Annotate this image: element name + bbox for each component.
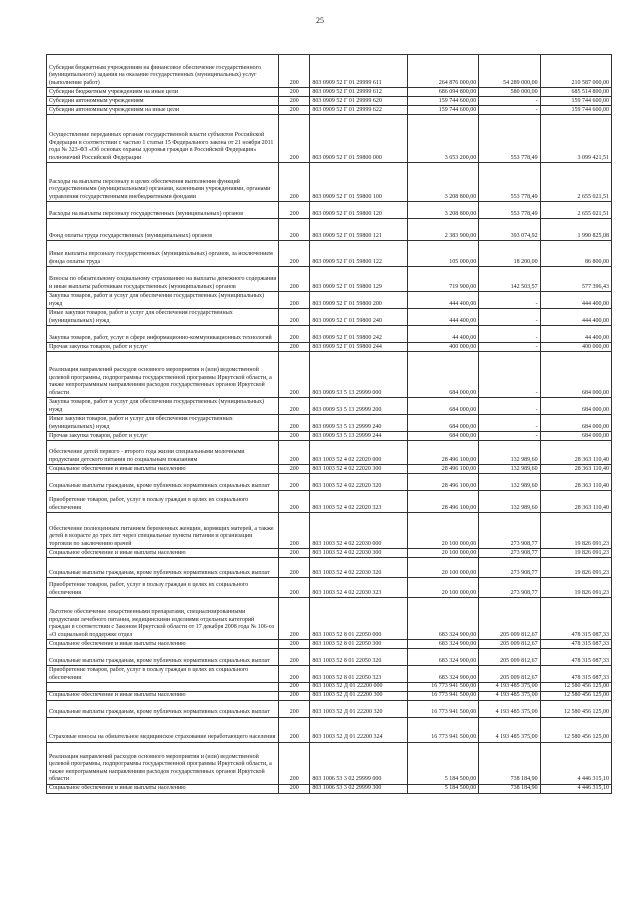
row-remaining-cell: 44 400,00 [540, 326, 611, 343]
row-code-cell: 200 [279, 784, 310, 793]
row-executed-cell: 580 000,00 [479, 88, 540, 97]
row-name-cell: Льготное обеспечение лекарственными препаратами, специализированными продуктами лечебного питания, медицинскими изделиями отдельных категорий граждан в соответствии с Законом Иркутской области от 17 декабря 2008 года № 106-оз «О социальной поддержке отдел [47, 598, 279, 640]
row-name-cell: Социальное обеспечение и иные выплаты населению [47, 640, 279, 649]
row-code-cell: 200 [279, 513, 310, 549]
row-kbk-cell: 803 0909 52 Г 01 59800 120 [310, 202, 408, 219]
row-remaining-cell: 210 587 000,00 [540, 55, 611, 88]
row-code-cell: 200 [279, 241, 310, 267]
row-kbk-cell: 803 1003 52 4 02 22020 323 [310, 491, 408, 513]
row-name-cell: Закупка товаров, работ и услуг для обеспечения государственных (муниципальных) нужд [47, 398, 279, 415]
table-row [47, 513, 612, 549]
row-remaining-cell: 12 580 456 125,00 [540, 691, 611, 700]
table-row [47, 415, 612, 432]
row-assigned-cell: 683 324 900,00 [407, 666, 478, 683]
row-kbk-cell: 803 1003 52 Д 01 22200 000 [310, 683, 408, 692]
row-assigned-cell: 2 383 900,00 [407, 219, 478, 241]
row-kbk-cell: 803 0909 52 Г 01 59800 000 [310, 115, 408, 163]
row-assigned-cell: 3 653 200,00 [407, 115, 478, 163]
row-executed-cell: 4 193 485 375,00 [479, 717, 540, 742]
row-kbk-cell: 803 1003 52 4 02 22030 000 [310, 513, 408, 549]
row-remaining-cell: 4 446 315,10 [540, 784, 611, 793]
row-executed-cell: 273 908,77 [479, 549, 540, 558]
row-code-cell: 200 [279, 717, 310, 742]
row-code-cell: 200 [279, 666, 310, 683]
row-remaining-cell: 685 514 800,00 [540, 88, 611, 97]
row-executed-cell: - [479, 309, 540, 326]
table-row [47, 219, 612, 241]
row-assigned-cell: 20 100 000,00 [407, 549, 478, 558]
row-code-cell: 200 [279, 549, 310, 558]
row-executed-cell: 132 989,60 [479, 441, 540, 465]
row-kbk-cell: 803 0909 52 Г 01 29999 612 [310, 88, 408, 97]
row-executed-cell: - [479, 343, 540, 352]
table-row [47, 115, 612, 163]
row-executed-cell: 205 009 812,67 [479, 666, 540, 683]
table-row [47, 267, 612, 292]
table-row [47, 742, 612, 784]
row-executed-cell: 18 200,00 [479, 241, 540, 267]
row-code-cell: 200 [279, 640, 310, 649]
row-assigned-cell: 683 324 900,00 [407, 649, 478, 666]
row-executed-cell: - [479, 352, 540, 398]
row-assigned-cell: 686 094 800,00 [407, 88, 478, 97]
row-assigned-cell: 44 400,00 [407, 326, 478, 343]
row-code-cell: 200 [279, 491, 310, 513]
row-executed-cell: 738 184,90 [479, 742, 540, 784]
row-code-cell: 200 [279, 398, 310, 415]
row-assigned-cell: 684 000,00 [407, 415, 478, 432]
row-kbk-cell: 803 0909 52 Г 01 59800 244 [310, 343, 408, 352]
row-remaining-cell: 28 363 110,40 [540, 465, 611, 474]
row-code-cell: 200 [279, 88, 310, 97]
row-code-cell: 200 [279, 309, 310, 326]
row-name-cell: Прочая закупка товаров, работ и услуг [47, 432, 279, 441]
row-code-cell: 200 [279, 115, 310, 163]
row-name-cell: Закупка товаров, работ и услуг для обеспечения государственных (муниципальных) нужд [47, 292, 279, 309]
row-remaining-cell: 2 655 021,51 [540, 202, 611, 219]
row-assigned-cell: 28 496 100,00 [407, 465, 478, 474]
table-row [47, 343, 612, 352]
row-kbk-cell: 803 1003 52 8 01 22050 320 [310, 649, 408, 666]
row-name-cell: Социальное обеспечение и иные выплаты населению [47, 691, 279, 700]
row-code-cell: 200 [279, 163, 310, 202]
row-executed-cell: 4 193 485 375,00 [479, 700, 540, 717]
row-remaining-cell: 159 744 600,00 [540, 106, 611, 115]
row-name-cell: Социальное обеспечение и иные выплаты населению [47, 549, 279, 558]
row-executed-cell: 553 778,49 [479, 202, 540, 219]
row-kbk-cell: 803 0909 53 5 13 29999 000 [310, 352, 408, 398]
row-executed-cell: 553 778,49 [479, 115, 540, 163]
table-row [47, 649, 612, 666]
table-row [47, 700, 612, 717]
row-kbk-cell: 803 0909 52 Г 01 59800 242 [310, 326, 408, 343]
row-name-cell: Расходы на выплаты персоналу в целях обеспечения выполнения функций государственными (муниципальными) органами, казенными учреждениями, органами управления государственными внебюджетными фондами [47, 163, 279, 202]
row-name-cell: Закупка товаров, работ, услуг в сфере информационно-коммуникационных технологий [47, 326, 279, 343]
row-remaining-cell: 28 363 110,40 [540, 491, 611, 513]
row-remaining-cell: 400 000,00 [540, 343, 611, 352]
table-row [47, 432, 612, 441]
row-remaining-cell: 684 000,00 [540, 398, 611, 415]
table-row [47, 326, 612, 343]
table-row [47, 398, 612, 415]
row-assigned-cell: 264 876 000,00 [407, 55, 478, 88]
row-remaining-cell: 478 315 087,33 [540, 649, 611, 666]
row-remaining-cell: 4 446 315,10 [540, 742, 611, 784]
page-number: 25 [316, 16, 324, 25]
row-assigned-cell: 159 744 600,00 [407, 106, 478, 115]
row-code-cell: 200 [279, 219, 310, 241]
row-remaining-cell: 159 744 600,00 [540, 97, 611, 106]
row-name-cell: Субсидии автономным учреждениям на иные цели [47, 106, 279, 115]
row-kbk-cell: 803 1003 52 Д 01 22200 320 [310, 700, 408, 717]
row-name-cell: Социальные выплаты гражданам, кроме публичных нормативных социальных выплат [47, 700, 279, 717]
table-row [47, 441, 612, 465]
row-assigned-cell: 5 184 500,00 [407, 784, 478, 793]
row-name-cell: Приобретение товаров, работ, услуг в пользу граждан в целях их социального обеспечения [47, 491, 279, 513]
row-code-cell: 200 [279, 352, 310, 398]
row-executed-cell: 393 074,92 [479, 219, 540, 241]
row-kbk-cell: 803 0909 52 Г 01 59800 240 [310, 309, 408, 326]
row-kbk-cell: 803 1003 52 4 02 22030 300 [310, 549, 408, 558]
row-executed-cell: 4 193 485 375,00 [479, 691, 540, 700]
table-row [47, 309, 612, 326]
row-code-cell: 200 [279, 465, 310, 474]
row-name-cell: Реализация направлений расходов основного мероприятия и (или) ведомственной целевой программы, подпрограммы государственной программы Иркутской области, а также непрограммным направлениям расходов государственных органов Иркутской области [47, 352, 279, 398]
row-code-cell: 200 [279, 202, 310, 219]
row-code-cell: 200 [279, 558, 310, 578]
row-assigned-cell: 5 184 500,00 [407, 742, 478, 784]
table-row [47, 491, 612, 513]
row-kbk-cell: 803 0909 52 Г 01 59800 121 [310, 219, 408, 241]
row-remaining-cell: 86 800,00 [540, 241, 611, 267]
table-row [47, 474, 612, 491]
table-row [47, 106, 612, 115]
row-name-cell: Иные выплаты персоналу государственных (муниципальных) органов, за исключением фонда оплаты труда [47, 241, 279, 267]
row-executed-cell: - [479, 398, 540, 415]
table-row [47, 666, 612, 683]
row-remaining-cell: 19 826 091,23 [540, 549, 611, 558]
row-kbk-cell: 803 0909 53 5 13 29999 240 [310, 415, 408, 432]
row-executed-cell: 4 193 485 375,00 [479, 683, 540, 692]
row-code-cell: 200 [279, 267, 310, 292]
row-name-cell: Страховые взносы на обязательное медицинское страхование неработающего населения [47, 717, 279, 742]
row-code-cell: 200 [279, 432, 310, 441]
row-assigned-cell: 719 900,00 [407, 267, 478, 292]
row-kbk-cell: 803 1003 52 8 01 22050 300 [310, 640, 408, 649]
row-remaining-cell: 684 000,00 [540, 415, 611, 432]
row-assigned-cell: 683 324 900,00 [407, 598, 478, 640]
row-kbk-cell: 803 1003 52 4 02 22030 320 [310, 558, 408, 578]
row-code-cell: 200 [279, 700, 310, 717]
row-name-cell: Реализация направлений расходов основного мероприятия и (или) ведомственной целевой программы, подпрограммы государственной программы Иркутской области, а также непрограммным направлениям расходов государственных органов Иркутской области [47, 742, 279, 784]
row-assigned-cell: 3 208 800,00 [407, 163, 478, 202]
row-kbk-cell: 803 0909 53 5 13 29999 244 [310, 432, 408, 441]
row-kbk-cell: 803 0909 52 Г 01 29999 622 [310, 106, 408, 115]
row-remaining-cell: 1 990 825,08 [540, 219, 611, 241]
row-name-cell: Фонд оплаты труда государственных (муниципальных) органов [47, 219, 279, 241]
row-kbk-cell: 803 0909 52 Г 01 59800 129 [310, 267, 408, 292]
row-kbk-cell: 803 0909 52 Г 01 59800 122 [310, 241, 408, 267]
row-remaining-cell: 684 000,00 [540, 432, 611, 441]
row-name-cell: Социальное обеспечение и иные выплаты населению [47, 465, 279, 474]
row-executed-cell: 54 289 000,00 [479, 55, 540, 88]
table-row [47, 97, 612, 106]
row-assigned-cell: 16 773 941 500,00 [407, 683, 478, 692]
row-code-cell: 200 [279, 441, 310, 465]
table-row [47, 352, 612, 398]
row-assigned-cell: 20 100 000,00 [407, 558, 478, 578]
row-executed-cell: 205 009 812,67 [479, 598, 540, 640]
row-name-cell: Иные закупки товаров, работ и услуг для обеспечения государственных (муниципальных) нужд [47, 309, 279, 326]
row-code-cell: 200 [279, 97, 310, 106]
row-code-cell: 200 [279, 649, 310, 666]
row-assigned-cell: 16 773 941 500,00 [407, 691, 478, 700]
row-kbk-cell: 803 0909 52 Г 01 29999 611 [310, 55, 408, 88]
row-assigned-cell: 444 400,00 [407, 309, 478, 326]
row-assigned-cell: 684 000,00 [407, 398, 478, 415]
row-assigned-cell: 20 100 000,00 [407, 578, 478, 598]
row-executed-cell: - [479, 326, 540, 343]
table-row [47, 717, 612, 742]
row-assigned-cell: 444 400,00 [407, 292, 478, 309]
row-executed-cell: 142 503,57 [479, 267, 540, 292]
row-executed-cell: 553 778,49 [479, 163, 540, 202]
row-code-cell: 200 [279, 106, 310, 115]
row-kbk-cell: 803 0909 52 Г 01 59800 200 [310, 292, 408, 309]
row-name-cell: Социальные выплаты гражданам, кроме публичных нормативных социальных выплат [47, 649, 279, 666]
row-assigned-cell: 3 208 800,00 [407, 202, 478, 219]
row-name-cell: Субсидия бюджетным учреждениям на финансовое обеспечение государственного (муниципального) задания на оказание государственных (муниципальных) услуг (выполнение работ) [47, 55, 279, 88]
row-assigned-cell: 683 324 900,00 [407, 640, 478, 649]
row-remaining-cell: 12 580 456 125,00 [540, 700, 611, 717]
table-row [47, 558, 612, 578]
row-assigned-cell: 400 000,00 [407, 343, 478, 352]
row-assigned-cell: 28 496 100,00 [407, 491, 478, 513]
row-assigned-cell: 684 000,00 [407, 352, 478, 398]
table-row [47, 292, 612, 309]
row-assigned-cell: 16 773 941 500,00 [407, 717, 478, 742]
row-executed-cell: 205 009 812,67 [479, 640, 540, 649]
table-row [47, 55, 612, 88]
row-executed-cell: 132 989,60 [479, 491, 540, 513]
row-executed-cell: - [479, 97, 540, 106]
row-code-cell: 200 [279, 742, 310, 784]
row-code-cell: 200 [279, 343, 310, 352]
row-remaining-cell: 478 315 087,33 [540, 640, 611, 649]
row-kbk-cell: 803 0909 52 Г 01 59800 100 [310, 163, 408, 202]
row-remaining-cell: 444 400,00 [540, 309, 611, 326]
row-name-cell: Взносы по обязательному социальному страхованию на выплаты денежного содержания и иные выплаты работникам государственных (муниципальных) органов [47, 267, 279, 292]
table-row [47, 784, 612, 793]
budget-execution-table [46, 54, 612, 794]
row-name-cell: Приобретение товаров, работ, услуг в пользу граждан в целях их социального обеспечения [47, 578, 279, 598]
row-remaining-cell: 28 363 110,40 [540, 474, 611, 491]
table-row [47, 465, 612, 474]
row-executed-cell: - [479, 292, 540, 309]
row-name-cell: Обеспечение полноценным питанием беременных женщин, кормящих матерей, а также детей в возрасте до трех лет через специальные пункты питания и организации торговли по заключению врачей [47, 513, 279, 549]
table-row [47, 640, 612, 649]
row-executed-cell: 273 908,77 [479, 578, 540, 598]
row-name-cell: Социальные выплаты гражданам, кроме публичных нормативных социальных выплат [47, 558, 279, 578]
row-remaining-cell: 19 826 091,23 [540, 513, 611, 549]
row-executed-cell: 738 184,90 [479, 784, 540, 793]
row-remaining-cell: 3 099 421,51 [540, 115, 611, 163]
row-kbk-cell: 803 1003 52 4 02 22030 323 [310, 578, 408, 598]
row-kbk-cell: 803 1003 52 4 02 22020 300 [310, 465, 408, 474]
row-remaining-cell: 2 655 021,51 [540, 163, 611, 202]
table-row [47, 241, 612, 267]
row-name-cell: Расходы на выплаты персоналу государственных (муниципальных) органов [47, 202, 279, 219]
row-kbk-cell: 803 1006 53 3 02 29999 300 [310, 784, 408, 793]
row-kbk-cell: 803 0909 53 5 13 29999 200 [310, 398, 408, 415]
row-name-cell: Социальное обеспечение и иные выплаты населению [47, 784, 279, 793]
row-name-cell [47, 683, 279, 692]
table-row [47, 691, 612, 700]
row-executed-cell: - [479, 415, 540, 432]
row-assigned-cell: 28 496 100,00 [407, 441, 478, 465]
row-kbk-cell: 803 1006 53 3 02 29999 000 [310, 742, 408, 784]
row-executed-cell: - [479, 106, 540, 115]
row-kbk-cell: 803 1003 52 Д 01 22200 300 [310, 691, 408, 700]
table-body [47, 55, 612, 794]
row-name-cell: Приобретение товаров, работ, услуг в пользу граждан в целях их социального обеспечения [47, 666, 279, 683]
row-kbk-cell: 803 1003 52 Д 01 22200 324 [310, 717, 408, 742]
row-assigned-cell: 105 000,00 [407, 241, 478, 267]
row-remaining-cell: 12 580 456 125,00 [540, 717, 611, 742]
row-assigned-cell: 20 100 000,00 [407, 513, 478, 549]
row-name-cell: Обеспечение детей первого - второго года жизни специальными молочными продуктами детского питания по социальным показаниям [47, 441, 279, 465]
table-row [47, 683, 612, 692]
row-code-cell: 200 [279, 598, 310, 640]
row-name-cell: Субсидии автономным учреждениям [47, 97, 279, 106]
row-name-cell: Социальные выплаты гражданам, кроме публичных нормативных социальных выплат [47, 474, 279, 491]
table-row [47, 88, 612, 97]
row-remaining-cell: 577 396,43 [540, 267, 611, 292]
row-executed-cell: 132 989,60 [479, 465, 540, 474]
table-row [47, 163, 612, 202]
row-remaining-cell: 478 315 087,33 [540, 598, 611, 640]
row-executed-cell: 132 989,60 [479, 474, 540, 491]
row-code-cell: 200 [279, 691, 310, 700]
row-kbk-cell: 803 0909 52 Г 01 29999 620 [310, 97, 408, 106]
row-executed-cell: 273 908,77 [479, 513, 540, 549]
row-assigned-cell: 28 496 100,00 [407, 474, 478, 491]
row-name-cell: Субсидии бюджетным учреждениям на иные цели [47, 88, 279, 97]
table-row [47, 578, 612, 598]
table-row [47, 202, 612, 219]
row-executed-cell: 273 908,77 [479, 558, 540, 578]
row-code-cell: 200 [279, 683, 310, 692]
row-name-cell: Осуществление переданных органам государственной власти субъектов Российской Федерации в соответствии с частью 1 статьи 15 Федерального закона от 21 ноября 2011 года № 323-ФЗ «Об основах охраны здоровья граждан в Российской Федерации» полномочий Российской Федерации [47, 115, 279, 163]
row-executed-cell: - [479, 432, 540, 441]
table-row [47, 549, 612, 558]
row-code-cell: 200 [279, 326, 310, 343]
row-remaining-cell: 28 363 110,40 [540, 441, 611, 465]
row-name-cell: Прочая закупка товаров, работ и услуг [47, 343, 279, 352]
row-code-cell: 200 [279, 55, 310, 88]
row-kbk-cell: 803 1003 52 8 01 22050 323 [310, 666, 408, 683]
row-remaining-cell: 478 315 087,33 [540, 666, 611, 683]
row-kbk-cell: 803 1003 52 8 01 22050 000 [310, 598, 408, 640]
row-name-cell: Иные закупки товаров, работ и услуг для обеспечения государственных (муниципальных) нужд [47, 415, 279, 432]
row-assigned-cell: 684 000,00 [407, 432, 478, 441]
row-executed-cell: 205 009 812,67 [479, 649, 540, 666]
row-assigned-cell: 16 773 941 500,00 [407, 700, 478, 717]
row-remaining-cell: 684 000,00 [540, 352, 611, 398]
row-remaining-cell: 444 400,00 [540, 292, 611, 309]
row-code-cell: 200 [279, 474, 310, 491]
row-remaining-cell: 19 826 091,23 [540, 558, 611, 578]
row-code-cell: 200 [279, 292, 310, 309]
table-row [47, 598, 612, 640]
row-remaining-cell: 12 580 456 125,00 [540, 683, 611, 692]
row-kbk-cell: 803 1003 52 4 02 22020 000 [310, 441, 408, 465]
row-assigned-cell: 159 744 600,00 [407, 97, 478, 106]
row-kbk-cell: 803 1003 52 4 02 22020 320 [310, 474, 408, 491]
row-code-cell: 200 [279, 415, 310, 432]
row-code-cell: 200 [279, 578, 310, 598]
row-remaining-cell: 19 826 091,23 [540, 578, 611, 598]
